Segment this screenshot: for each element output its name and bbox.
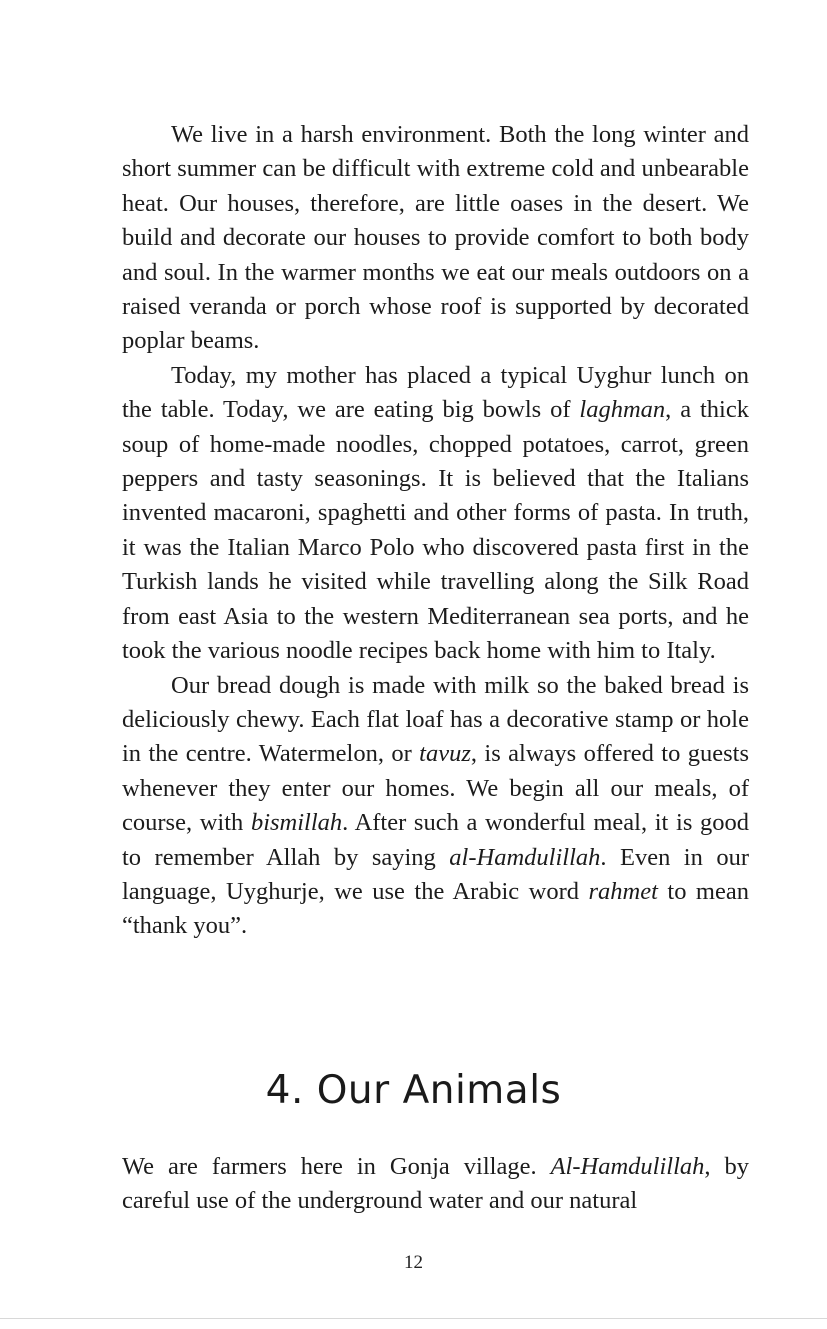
paragraph-text: , by careful use of the underground water and our natural xyxy=(122,1153,749,1215)
chapter-heading: 4. Our Animals xyxy=(265,1068,562,1113)
italic-term-al-hamdulillah: Al-Hamdulillah xyxy=(550,1153,705,1180)
paragraph-text: We are farmers here in Gonja village. xyxy=(122,1153,551,1180)
chapter-body-text xyxy=(122,1150,749,1219)
paragraph-text: Today, my mother has placed a typical Uyghur lunch on the table. Today, we are eating big bowls of xyxy=(122,361,749,424)
paragraph-bread-dough xyxy=(122,669,749,944)
paragraph-text: to mean “thank you”. xyxy=(122,877,749,940)
paragraph-text: Our bread dough is made with milk so the baked bread is deliciously chewy. Each flat loaf has a decorative stamp or hole in the centre. Watermelon, or xyxy=(122,671,749,768)
paragraph-text: . After such a wonderful meal, it is good to remember Allah by saying xyxy=(122,809,750,871)
italic-term-tavuz: tavuz xyxy=(419,740,471,768)
body-text-block xyxy=(122,118,749,944)
italic-term-al-hamdulillah: al-Hamdulillah xyxy=(449,843,601,871)
paragraph-text: We live in a harsh environment. Both the long winter and short summer can be difficult with extreme cold and unbearable heat. Our houses, therefore, are little oases in the desert. We build and decorate our houses to provide comfort to both body and soul. In the warmer months we eat our meals outdoors on a raised veranda or porch whose roof is supported by decorated poplar beams. xyxy=(122,121,749,355)
paragraph-harsh-environment xyxy=(122,118,749,359)
page-number: 12 xyxy=(404,1252,423,1273)
paragraph-uyghur-lunch xyxy=(122,359,749,669)
paragraph-text: . Even in our language, Uyghurje, we use the Arabic word xyxy=(122,843,750,905)
paragraph-text: , is always offered to guests whenever they enter our homes. We begin all our meals, of course, with xyxy=(122,740,749,837)
italic-term-bismillah: bismillah xyxy=(250,809,343,837)
italic-term-rahmet: rahmet xyxy=(588,877,658,905)
paragraph-text: , a thick soup of home-made noodles, chopped potatoes, carrot, green peppers and tasty seasonings. It is believed that the Italians invented macaroni, spaghetti and other forms of pasta. In truth, it was the Italian Marco Polo who discovered pasta first in the Turkish lands he visited while travelling along the Silk Road from east Asia to the western Mediterranean sea ports, and he took the various noodle recipes back home with him to Italy. xyxy=(122,396,749,665)
paragraph-farmers xyxy=(122,1150,749,1219)
italic-term-laghman: laghman xyxy=(579,396,666,424)
page-edge-divider xyxy=(0,1318,827,1319)
